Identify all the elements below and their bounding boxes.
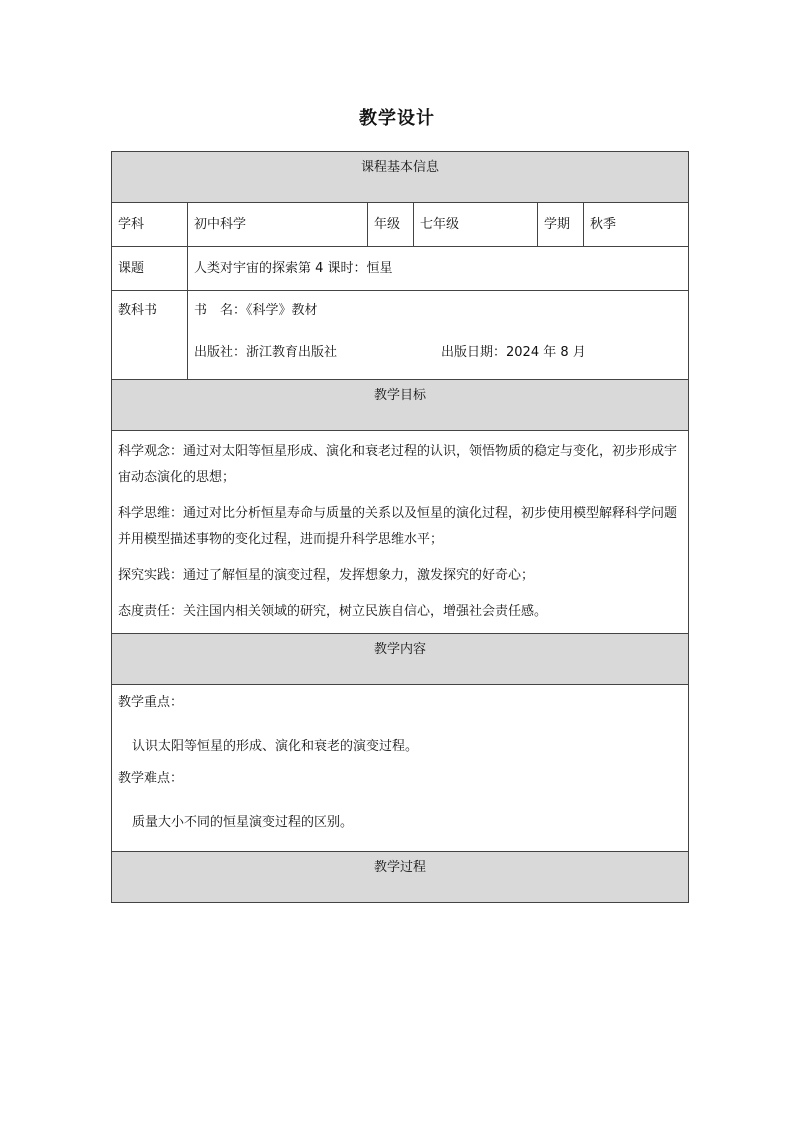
subject-value: 初中科学 (188, 203, 368, 247)
document-title: 教学设计 (359, 108, 435, 129)
publisher: 出版社：浙江教育出版社 (194, 345, 338, 360)
objective-item-practice: 探究实践：通过了解恒星的演变过程，发挥想象力，激发探究的好奇心； (118, 568, 535, 583)
objectives-list (112, 431, 689, 634)
section-header-content: 教学内容 (112, 634, 689, 685)
book-name: 书 名：《科学》教材 (194, 303, 318, 318)
objective-item-attitude: 态度责任：关注国内相关领域的研究，树立民族自信心，增强社会责任感。 (118, 604, 548, 619)
key-point-label: 教学重点： (118, 695, 184, 710)
key-point-text: 认识太阳等恒星的形成、演化和衰老的演变过程。 (132, 739, 419, 754)
section-header-objectives: 教学目标 (112, 380, 689, 431)
textbook-info (188, 291, 689, 380)
topic-value: 人类对宇宙的探索第 4 课时：恒星 (188, 247, 689, 291)
textbook-label: 教科书 (112, 291, 188, 380)
difficulty-text: 质量大小不同的恒星演变过程的区别。 (132, 815, 354, 830)
content-details (112, 685, 689, 852)
publisher-line (194, 343, 682, 363)
grade-label: 年级 (368, 203, 414, 247)
term-value: 秋季 (584, 203, 689, 247)
objective-item-concept: 科学观念：通过对太阳等恒星形成、演化和衰老过程的认识，领悟物质的稳定与变化，初步形成宇宙动态演化的思想； (118, 444, 678, 485)
topic-label: 课题 (112, 247, 188, 291)
lesson-plan-table (111, 151, 689, 903)
term-label: 学期 (538, 203, 584, 247)
publish-date: 出版日期：2024 年 8 月 (441, 345, 586, 360)
subject-label: 学科 (112, 203, 188, 247)
grade-value: 七年级 (414, 203, 538, 247)
objective-item-thinking: 科学思维：通过对比分析恒星寿命与质量的关系以及恒星的演化过程，初步使用模型解释科学问题并用模型描述事物的变化过程，进而提升科学思维水平； (118, 506, 678, 547)
difficulty-label: 教学难点： (118, 771, 184, 786)
section-header-process: 教学过程 (112, 852, 689, 903)
section-header-basic-info: 课程基本信息 (112, 152, 689, 203)
